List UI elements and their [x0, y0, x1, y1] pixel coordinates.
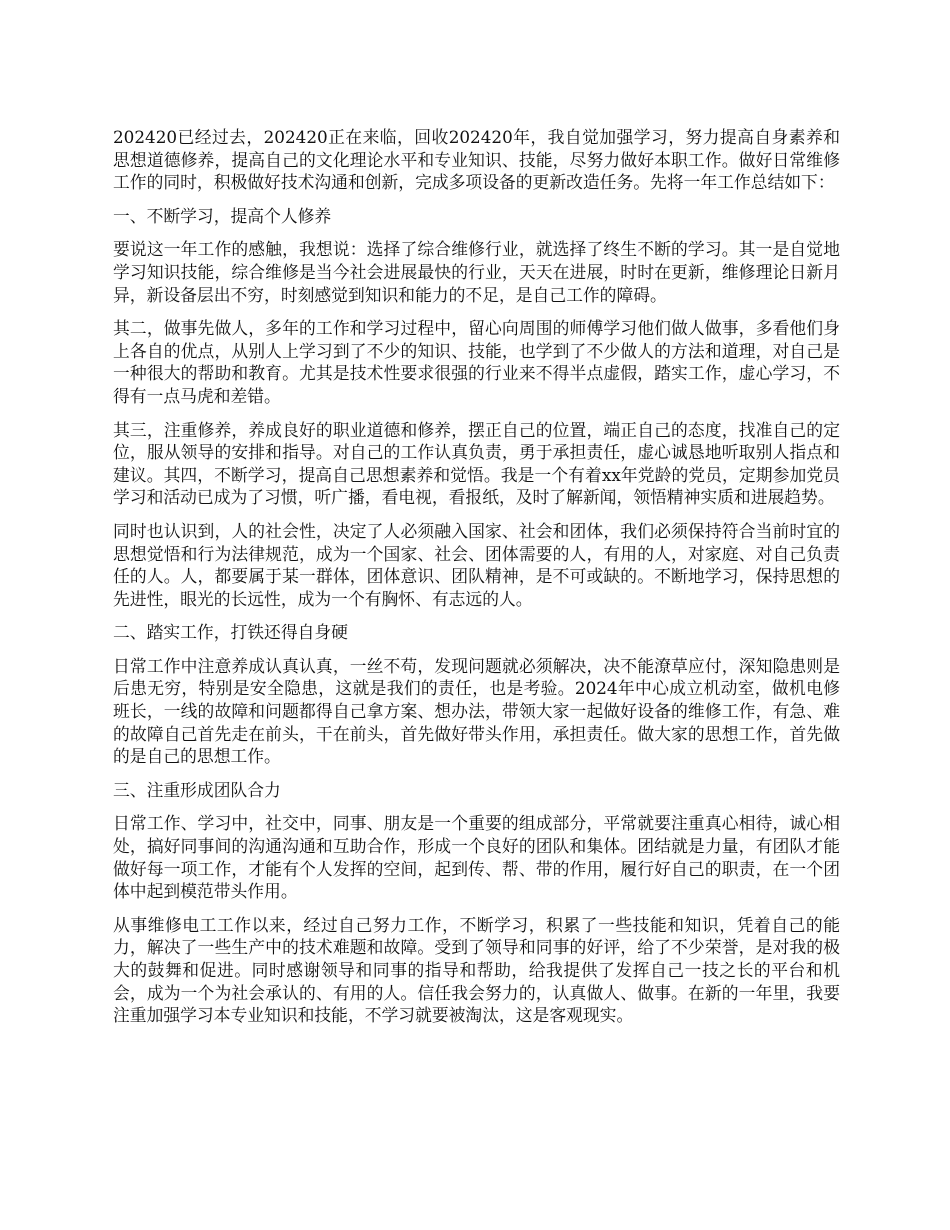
document-body: [113, 126, 840, 1038]
body-paragraph: 要说这一年工作的感触，我想说：选择了综合维修行业，就选择了终生不断的学习。其一是自觉地学习知识技能，综合维修是当今社会进展最快的行业，天天在进展，时时在更新，维修理论日新月异，新设备层出不穷，时刻感觉到知识和能力的不足，是自己工作的障碍。: [113, 239, 840, 305]
section-heading-2: 二、踏实工作，打铁还得自身硬: [113, 622, 348, 643]
body-paragraph: 其三，注重修养，养成良好的职业道德和修养，摆正自己的位置，端正自己的态度，找准自己的定位，服从领导的安排和指导。对自己的工作认真负责，勇于承担责任，虚心诚恳地听取别人指点和建议。其四，不断学习，提高自己思想素养和觉悟。我是一个有着xx年党龄的党员，定期参加党员学习和活动已成为了习惯，听广播，看电视，看报纸，及时了解新闻，领悟精神实质和进展趋势。: [113, 419, 840, 508]
body-paragraph: 日常工作中注意养成认真认真，一丝不苟，发现问题就必须解决，决不能潦草应付，深知隐患则是后患无穷，特别是安全隐患，这就是我们的责任，也是考验。2024年中心成立机动室，做机电修班长，一线的故障和问题都得自己拿方案、想办法，带领大家一起做好设备的维修工作，有急、难的故障自己首先走在前头，干在前头，首先做好带头作用，承担责任。做大家的思想工作，首先做的是自己的思想工作。: [113, 655, 840, 767]
section-heading-3: 三、注重形成团队合力: [113, 779, 281, 800]
body-paragraph: 同时也认识到，人的社会性，决定了人必须融入国家、社会和团体，我们必须保持符合当前时宜的思想觉悟和行为法律规范，成为一个国家、社会、团体需要的人，有用的人，对家庭、对自己负责任的人。人，都要属于某一群体，团体意识、团队精神，是不可或缺的。不断地学习，保持思想的先进性，眼光的长远性，成为一个有胸怀、有志远的人。: [113, 520, 840, 609]
intro-paragraph: 202420已经过去，202420正在来临，回收202420年，我自觉加强学习，努力提高自身素养和思想道德修养，提高自己的文化理论水平和专业知识、技能，尽努力做好本职工作。做好日常维修工作的同时，积极做好技术沟通和创新，完成多项设备的更新改造任务。先将一年工作总结如下：: [113, 127, 840, 193]
closing-paragraph: 从事维修电工工作以来，经过自己努力工作，不断学习，积累了一些技能和知识，凭着自己的能力，解决了一些生产中的技术难题和故障。受到了领导和同事的好评，给了不少荣誉，是对我的极大的鼓舞和促进。同时感谢领导和同事的指导和帮助，给我提供了发挥自己一技之长的平台和机会，成为一个为社会承认的、有用的人。信任我会努力的，认真做人、做事。在新的一年里，我要注重加强学习本专业知识和技能，不学习就要被淘汰，这是客观现实。: [113, 914, 840, 1026]
section-heading-1: 一、不断学习，提高个人修养: [113, 205, 332, 226]
body-paragraph: 日常工作、学习中，社交中，同事、朋友是一个重要的组成部分，平常就要注重真心相待，诚心相处，搞好同事间的沟通沟通和互助合作，形成一个良好的团队和集体。团结就是力量，有团队才能做好每一项工作，才能有个人发挥的空间，起到传、帮、带的作用，履行好自己的职责，在一个团体中起到模范带头作用。: [113, 813, 840, 902]
body-paragraph: 其二，做事先做人，多年的工作和学习过程中，留心向周围的师傅学习他们做人做事，多看他们身上各自的优点，从别人上学习到了不少的知识、技能，也学到了不少做人的方法和道理，对自己是一种很大的帮助和教育。尤其是技术性要求很强的行业来不得半点虚假，踏实工作，虚心学习，不得有一点马虎和差错。: [113, 318, 840, 406]
